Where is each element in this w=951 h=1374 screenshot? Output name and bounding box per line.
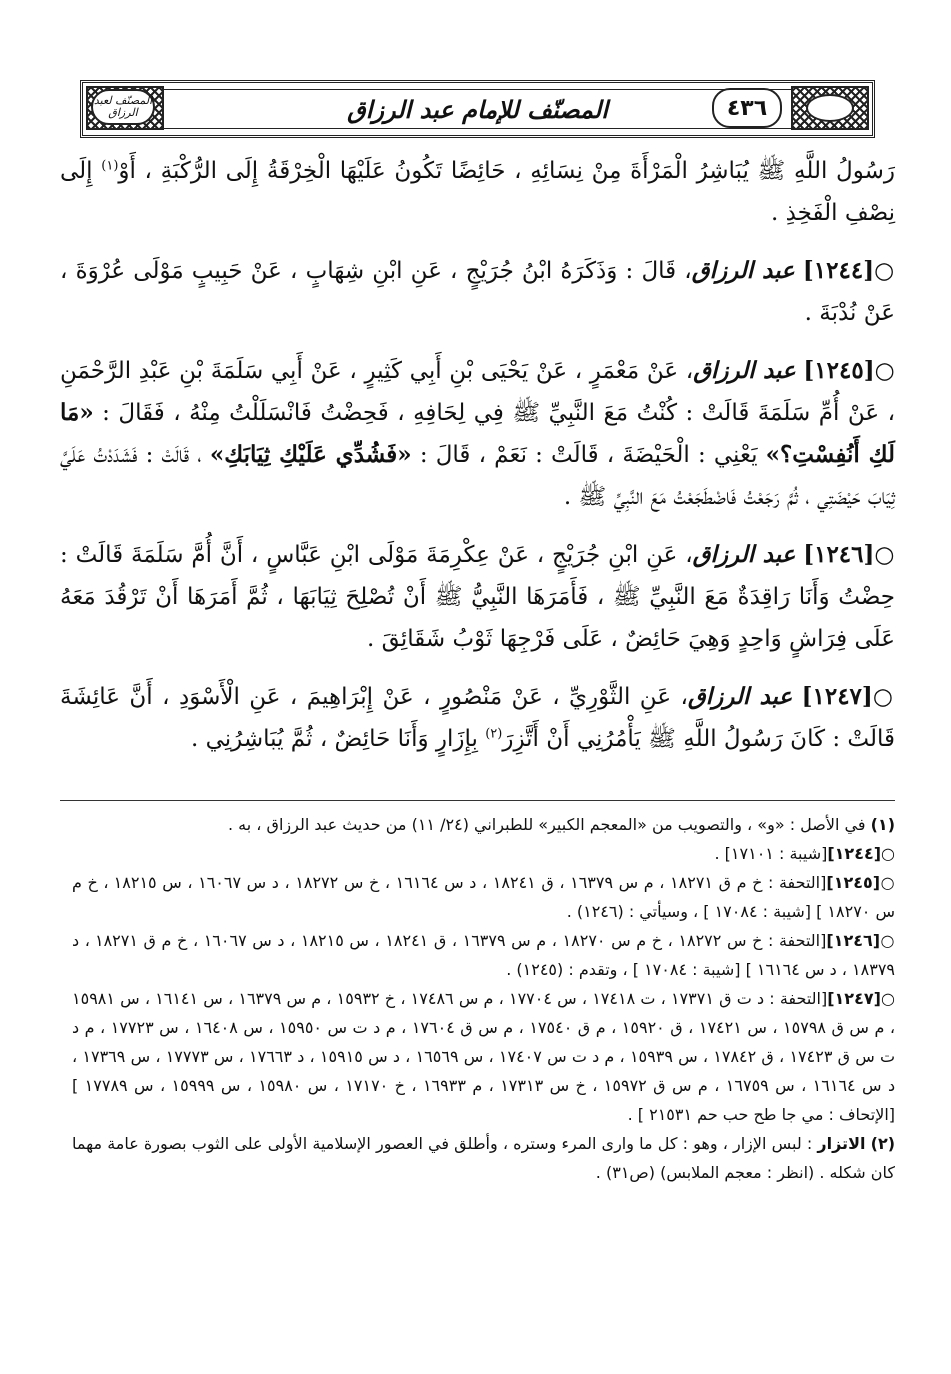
prophet-quote: «مَا لَكِ أَنُفِسْتِ؟»: [60, 399, 895, 468]
footnote-text: : لبس الإزار ، وهو : كل ما وارى المرء وستره ، وأطلق في العصور الإسلامية الأولى على الثوب بصورة عامة مهما كان شكله . (انظر : معجم الملابس) (ص٣١) .: [72, 1134, 895, 1182]
right-ornament-icon: [791, 86, 869, 130]
main-text: [60, 150, 895, 776]
footnote-1246: [72, 926, 895, 984]
footnote-separator: [60, 800, 895, 801]
hadith-text: يَعْنِي : الْحَيْضَةَ ، قَالَتْ : نَعَمْ ، قَالَ :: [419, 442, 766, 468]
page-number: ٤٣٦: [712, 88, 782, 128]
footnote-number: (٢): [870, 1134, 896, 1153]
footnote-2: [72, 1129, 895, 1187]
hadith-text: ، عَنِ ابْنِ جُرَيْجٍ ، عَنْ عِكْرِمَةَ مَوْلَى ابْنِ عَبَّاسٍ ، أَنَّ أُمَّ سَلَمَةَ قَالَتْ : حِضْتُ وَأَنَا رَاقِدَةٌ مَعَ النَّبِيِّ ﷺ ، فَأَمَرَهَا النَّبِيُّ ﷺ أَنْ تُصْلِحَ ثِيَابَهَا ، ثُمَّ أَمَرَهَا أَنْ تَرْقُدَ مَعَهُ عَلَى فِرَاشٍ وَاحِدٍ وَهِيَ حَائِضٌ ، عَلَى فَرْجِهَا ثَوْبُ شَقَائِقَ .: [60, 542, 895, 652]
hadith-text: ، قَالَ : وَذَكَرَهُ ابْنُ جُرَيْجٍ ، عَنِ ابْنِ شِهَابٍ ، عَنْ حَبِيبٍ مَوْلَى عُرْوَةَ ، عَنْ نُدْبَةَ .: [60, 258, 895, 326]
hadith-1245: [60, 350, 895, 518]
hadith-author: عبد الرزاق: [687, 683, 793, 710]
footnote-1244: [72, 839, 895, 868]
footnote-number: ○[١٢٤٦]: [826, 931, 896, 950]
footnote-1245: [72, 868, 895, 926]
footnote-1: [72, 810, 895, 839]
footnote-text: [التحفة : د ت ق ١٧٣٧١ ، ت ١٧٤١٨ ، س ١٧٧٠٤ ، م س ١٧٤٨٦ ، خ ١٥٩٣٢ ، م س ١٦٣٧٩ ، س ١٦١٤١ ، س ١٥٩٨١ ، م س ق ١٥٧٩٨ ، س ١٧٤٢١ ، ق ١٥٩٢٠ ، م ق ١٧٥٤٠ ، م س ق ١٧٦٠٤ ، م د ت س ١٥٩٥٠ ، س ١٦٤٠٨ ، س ١٧٧٢٣ ، م د ت س ق ١٧٤٢٣ ، ق ١٧٨٤٢ ، س ١٥٩٣٩ ، م د ت س ١٧٤٠٧ ، س ١٦٥٦٩ ، د س ١٥٩١٥ ، د ١٧٦٦٣ ، س ١٧٧٧٣ ، س ١٧٣٦٩ ، د س ١٦١٦٤ ، س ١٦٧٥٩ ، م س ق ١٥٩٧٢ ، خ س ١٧٣١٣ ، م ١٦٩٣٣ ، خ ١٧١٧٠ ، س ١٥٩٨٠ ، س ١٥٩٩٩ ، س ١٧٧٨٩ ] [الإتحاف : مي جا طح حب حم ٢١٥٣١ ] .: [72, 989, 896, 1124]
paragraph-text: إِلَى نِصْفِ الْفَخِذِ .: [60, 158, 895, 226]
footnote-text: [التحفة : خ س ١٨٢٧٢ ، خ م س ١٨٢٧٠ ، م س ١٦٣٧٩ ، ق ١٨٢٤١ ، س ١٨٢١٥ ، د س ١٦٠٦٧ ، خ م ق ١٨٢٧١ ، د ١٨٣٧٩ ، د س ١٦١٦٤ ] [شيبة : ١٧٠٨٤ ] ، وتقدم : (١٢٤٥) .: [72, 931, 895, 979]
hadith-author: عبد الرزاق: [692, 541, 796, 568]
paragraph-continuation: [60, 150, 895, 234]
footnote-1247: [72, 984, 895, 1129]
hadith-1247: [60, 676, 895, 760]
hadith-text: بِإِزَارٍ وَأَنَا حَائِضٌ ، ثُمَّ يُبَاشِرُنِي .: [190, 726, 486, 752]
running-title: المصنّف للإمام عبد الرزاق: [347, 94, 608, 124]
hadith-1246: [60, 534, 895, 660]
hadith-author: عبد الرزاق: [693, 357, 796, 384]
footnote-number: ○[١٢٤٥]: [826, 873, 896, 892]
footnote-ref: (١): [101, 158, 119, 174]
hadith-number: [١٢٤٥]: [803, 357, 875, 384]
hadith-1244: [60, 250, 895, 334]
footnote-term: الاتزار: [817, 1134, 866, 1153]
footnote-number: ○[١٢٤٧]: [827, 989, 896, 1008]
hadith-text: ، عَنْ مَعْمَرٍ ، عَنْ يَحْيَى بْنِ أَبِي كَثِيرٍ ، عَنْ أَبِي سَلَمَةَ بْنِ عَبْدِ الرَّحْمَنِ ، عَنْ أُمِّ سَلَمَةَ قَالَتْ : كُنْتُ مَعَ النَّبِيِّ ﷺ فِي لِحَافِهِ ، فَحِضْتُ فَانْسَلَلْتُ مِنْهُ ، فَقَالَ :: [60, 358, 895, 426]
hadith-number: [١٢٤٧]: [801, 683, 873, 710]
hadith-marker-icon: ○: [872, 683, 895, 710]
footnote-text: في الأصل : «و» ، والتصويب من «المعجم الكبير» للطبراني (٢٤/ ١١) من حديث عبد الرزاق ، به .: [227, 815, 866, 834]
hadith-number: [١٢٤٤]: [802, 257, 875, 284]
paragraph-text: رَسُولُ اللَّهِ ﷺ يُبَاشِرُ الْمَرْأَةَ مِنْ نِسَائِهِ ، حَائِضًا تَكُونُ عَلَيْهَا الْخِرْقَةُ إِلَى الرُّكْبَةِ ، أَوْ: [118, 158, 895, 184]
hadith-author: عبد الرزاق: [691, 257, 795, 284]
footnote-text: [التحفة : خ م ق ١٨٢٧١ ، م س ١٦٣٧٩ ، ق ١٨٢٤١ ، د س ١٦١٦٤ ، خ س ١٨٢٧٢ ، د س ١٦٠٦٧ ، س ١٨٢١٥ ، خ م س ١٨٢٧٠ ] [شيبة : ١٧٠٨٤ ] ، وسيأتي : (١٢٤٦) .: [72, 873, 895, 921]
footnote-text: [شيبة : ١٧١٠١] .: [714, 844, 828, 863]
hadith-marker-icon: ○: [874, 357, 895, 384]
hadith-text: ، قَالَتْ : فَشَدَدْتُ عَلَيَّ ثِيَابَ حَيْضَتِي ، ثُمَّ رَجَعْتُ فَاضْطَجَعْتُ مَعَ النَّبِيِّ ﷺ .: [60, 442, 895, 510]
footnotes: [72, 810, 895, 1187]
prophet-quote: «فَشُدِّي عَلَيْكِ ثِيَابَكِ»: [209, 441, 412, 468]
hadith-marker-icon: ○: [874, 257, 896, 284]
hadith-number: [١٢٤٦]: [803, 541, 875, 568]
footnote-number: ○[١٢٤٤]: [827, 844, 895, 863]
page-header: [80, 80, 875, 138]
book-logo: المصنّف لعبد الرزاق: [91, 89, 155, 125]
footnote-ref: (٢): [485, 726, 503, 742]
footnote-number: (١): [870, 815, 895, 834]
hadith-marker-icon: ○: [874, 541, 895, 568]
hadith-text: ، عَنِ الثَّوْرِيِّ ، عَنْ مَنْصُورٍ ، عَنْ إِبْرَاهِيمَ ، عَنِ الْأَسْوَدِ ، أَنَّ عَائِشَةَ قَالَتْ : كَانَ رَسُولُ اللَّهِ ﷺ يَأْمُرُنِي أَنْ أَتَّزِرَ: [60, 684, 895, 752]
